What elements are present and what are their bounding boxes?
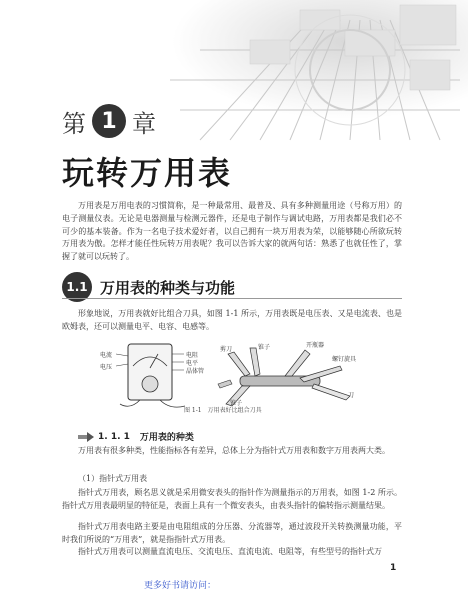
label-awl-bottom: 锥子 bbox=[230, 400, 243, 407]
chapter-suffix: 章 bbox=[132, 109, 156, 138]
pointer-meter-paragraph-1: 指针式万用表，顾名思义就是采用微安表头的指针作为测量指示的万用表，如图 1-2 所示。指针式万用表最明显的特征是，表面上具有一个微安表头，由表头指针的偏转指示测量结果。 bbox=[62, 488, 402, 510]
label-voltage: 电压 bbox=[100, 364, 113, 371]
section-number: 1.1 bbox=[62, 272, 92, 302]
figure-1-1 bbox=[100, 340, 370, 412]
chapter-heading bbox=[62, 104, 156, 138]
label-resistance: 电阻 bbox=[186, 352, 199, 359]
label-opener: 开瓶器 bbox=[306, 342, 325, 349]
intro-paragraph: 万用表是万用电表的习惯简称，是一种最常用、最普及、具有多种测量用途（号称万用）的电子测量仪表。无论是电器测量与检测元器件，还是电子制作与调试电路，万用表都是我们必不可少的基本装备。作为一名电子技术爱好者，以自己拥有一块万用表为荣，以能够随心所欲玩转万用表为傲。怎样才能任性玩转万用表呢？我可以告诉大家的就两句话：熟悉了也就任性了，掌握了就可以玩转了。 bbox=[62, 201, 402, 262]
item-heading: （1）指针式万用表 bbox=[78, 474, 148, 483]
label-level: 电平 bbox=[186, 360, 199, 367]
label-scissors: 剪刀 bbox=[220, 346, 233, 353]
multimeter-illustration bbox=[116, 344, 185, 407]
subsection-title: 万用表的种类 bbox=[139, 433, 194, 443]
subsection-paragraph: 万用表有很多种类，性能指标各有差异，总体上分为指针式万用表和数字万用表两大类。 bbox=[78, 446, 390, 455]
pointer-meter-paragraph-3: 指针式万用表可以测量直流电压、交流电压、直流电流、电阻等，有些型号的指针式万 bbox=[78, 547, 382, 556]
figure-caption: 图 1-1 万用表好比组合刀具 bbox=[184, 407, 262, 414]
section-paragraph: 形象地说，万用表就好比组合刀具，如图 1-1 所示，万用表既是电压表、又是电流表、也是欧姆表，还可以测量电平、电容、电感等。 bbox=[62, 309, 402, 331]
label-screwdriver: 螺钉旋具 bbox=[332, 356, 357, 363]
section-divider bbox=[62, 298, 402, 299]
label-transistor: 晶体管 bbox=[186, 368, 205, 375]
subsection-heading bbox=[78, 430, 194, 443]
chapter-prefix: 第 bbox=[62, 109, 86, 138]
chapter-number: 1 bbox=[92, 104, 126, 138]
subsection-number: 1. 1. 1 bbox=[98, 431, 130, 442]
section-title: 万用表的种类与功能 bbox=[100, 278, 236, 297]
footer-link[interactable]: 更多好书请访问： bbox=[144, 581, 217, 591]
label-knife: 刀 bbox=[348, 392, 355, 399]
chapter-title: 玩转万用表 bbox=[62, 154, 233, 192]
page-number: 1 bbox=[390, 563, 397, 573]
pointer-meter-paragraph-2: 指针式万用表电路主要是由电阻组成的分压器、分流器等，通过波段开关转换测量功能，平时我们所说的“万用表”，就是指指针式万用表。 bbox=[62, 522, 402, 544]
label-current: 电流 bbox=[100, 352, 113, 359]
label-awl: 锥子 bbox=[258, 344, 271, 351]
arrow-icon bbox=[78, 432, 94, 442]
